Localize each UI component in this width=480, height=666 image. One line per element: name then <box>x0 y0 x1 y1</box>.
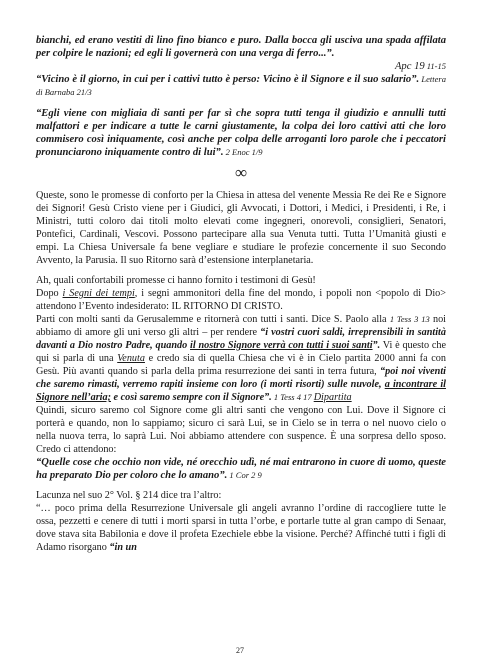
text-span: Vi è questo che qui si parla di una <box>36 340 446 364</box>
emphasis-dipartita: Dipartita <box>313 392 352 403</box>
quote-text: ”. <box>372 340 381 351</box>
reference-book: Apc 19 <box>394 61 425 72</box>
emphasis-text: i Segni dei tempi <box>62 288 135 299</box>
text-span: “… poco prima della Resurrezione Universale gli angeli avranno l’ordine di raccogliere tutte le ossa, pezzetti e cenere di tutti i morti sparsi in tutta l’orbe, e portarle tutte al gran campo di Senaar, dove stava sita Babilonia e dove il profeta Ezechiele ebbe la visione. Perché? Affinché tutti i figli di Adamo risorgano <box>36 503 446 553</box>
page-number: 27 <box>236 646 244 655</box>
quote-text: “i vostri cuori saldi, irreprensibili in santità davanti a Dio nostro Padre, quando <box>36 327 446 351</box>
quote-underlined: il nostro Signore verrà con tutti i suoi santi <box>190 340 373 351</box>
reference-verse: 11-15 <box>424 61 446 71</box>
reference-tess-4: 1 Tess 4 17 <box>271 392 314 402</box>
quote-text: bianchi, ed erano vestiti di lino fino bianco e puro. Dalla bocca gli usciva una spada affilata per colpire le nazioni; ed egli li governerà con una verga di ferro...”. <box>36 35 446 59</box>
paragraph-lacunza-quote <box>36 502 446 554</box>
quote-reference: Lettera di Barnaba 21/3 <box>36 74 446 97</box>
text-span: noi abbiamo di amore gli uni verso gli altri – per rendere <box>36 314 446 338</box>
quote-text: “in un <box>109 542 137 553</box>
paragraph-quindi: Quindi, sicuro saremo col Signore come gli altri santi che vengono con Lui. Dove il Signore ci porterà e quando, non lo sappiamo; sicuro ci sarà Lui, se in Cielo se in terra o nel nuovo cielo o nella nuova terra, lo saprà Lui. Noi abbiamo attendere con suspence. È una sorpresa dello sposo. Credo ci attendono: <box>36 405 446 455</box>
text-span: Dopo <box>36 288 63 299</box>
paragraph-lacunza-intro: Lacunza nel suo 2° Vol. § 214 dice tra l’altro: <box>36 490 222 501</box>
quote-corinzi <box>36 456 446 482</box>
quote-reference <box>36 60 446 73</box>
quote-text: “poi noi viventi che saremo rimasti, verremo rapiti insieme con loro (i morti risorti) sulle nuvole, <box>36 366 446 390</box>
infinity-separator: ∞ <box>234 163 248 182</box>
quote-text: “Quelle cose che occhio non vide, né orecchio udì, né mai entrarono in cuore di uomo, queste ha preparato Dio per coloro che lo amano”. <box>36 457 446 481</box>
quote-underlined: a incontrare il Signore nell’aria; <box>36 379 446 403</box>
quote-apocalisse <box>36 34 446 60</box>
quote-text: “Vicino è il giorno, in cui per i cattivi tutto è perso: Vicino è il Signore e il suo salario”. <box>36 74 420 85</box>
quote-enoc <box>36 107 446 159</box>
quote-barnaba <box>36 73 446 99</box>
reference-tess-3: 1 Tess 3 13 <box>389 314 430 324</box>
quote-reference: 1 Cor 2 9 <box>227 470 262 480</box>
text-span: e credo sia di quella Chiesa che vi è in Cielo partita 2000 anni fa con Gesù. Più avanti quando si parla della prima resurrezione dei santi in terra futura, <box>36 353 446 377</box>
document-page <box>36 34 446 554</box>
paragraph-paolo <box>36 313 446 404</box>
paragraph-segni <box>36 287 446 313</box>
emphasis-venuta: Venuta <box>117 353 145 364</box>
text-span: Parti con molti santi da Gerusalemme e ritornerà con tutti i santi. Dice S. Paolo alla <box>36 314 390 325</box>
paragraph-promesse: Queste, sono le promesse di conforto per la Chiesa in attesa del venente Messia Re dei Re e Signore dei Signori! Gesù Cristo viene per i Giudici, gli Avvocati, i Dottori, i Medici, i Presidenti, i Re, i Ministri, tutti coloro dai titoli molto elevati come ingegneri, onorevoli, consiglieri, Senatori, Pontefici, Cardinali, Vescovi. Possono partecipare alla sua Venuta tutti. Tutta l’Umanità giusti e empi. La Chiesa Universale fa bene vegliare e studiare le profezie concernente il suo Secondo Avvento, la Parusia. Il suo Ritorno sarà d’estensione interplanetaria. <box>36 190 446 266</box>
quote-text: “Egli viene con migliaia di santi per far sì che sopra tutti tenga il giudizio e annulli tutti malfattori e per indicare a tutte le carni giustamente, la colpa dei loro cattivi atti che loro commisero così iniquamente, così anche per colpa delle arroganti loro parole che i peccatori pronunciarono iniquamente contro di lui”. <box>36 108 446 158</box>
text-span: , i segni ammonitori della fine del mondo, i popoli non <popolo di Dio> attendono l’Evento indesiderato: IL RITORNO DI CRISTO. <box>36 288 446 312</box>
paragraph-testimoni-line: Ah, quali confortabili promesse ci hanno fornito i testimoni di Gesù! <box>36 275 316 286</box>
quote-text: e così saremo sempre con il Signore”. <box>111 392 272 403</box>
quote-reference: 2 Enoc 1/9 <box>223 147 263 157</box>
